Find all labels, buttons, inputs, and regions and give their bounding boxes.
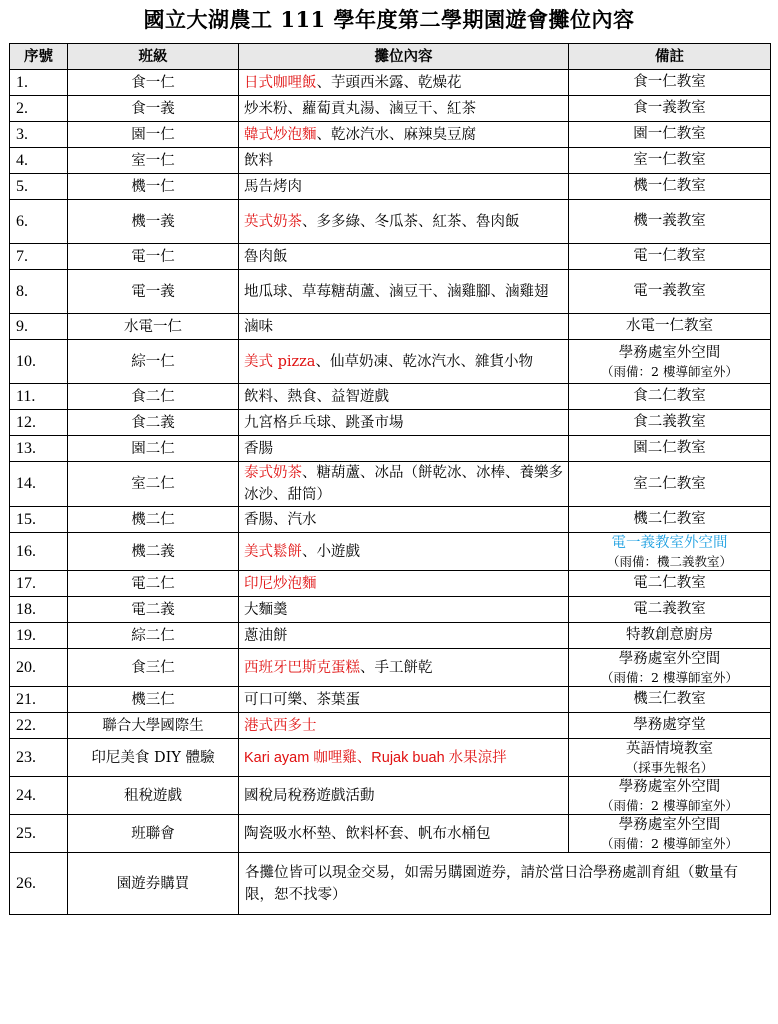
row-note bbox=[569, 244, 771, 270]
highlight-item: 港式西多士 bbox=[244, 717, 317, 734]
table-row bbox=[10, 436, 771, 462]
content-text: 魯肉飯 bbox=[244, 248, 288, 265]
content-text: 、乾冰汽水、麻辣臭豆腐 bbox=[316, 126, 476, 143]
row-note bbox=[569, 70, 771, 96]
row-class: 電二義 bbox=[68, 597, 239, 623]
row-content bbox=[239, 687, 569, 713]
note-location: 英語情境教室 bbox=[626, 740, 713, 757]
row-note bbox=[569, 597, 771, 623]
table-row bbox=[10, 739, 771, 777]
row-number: 19. bbox=[10, 623, 68, 649]
table-row bbox=[10, 713, 771, 739]
row-class: 租稅遊戲 bbox=[68, 777, 239, 815]
row-number: 8. bbox=[10, 270, 68, 314]
row-number: 18. bbox=[10, 597, 68, 623]
row-number: 10. bbox=[10, 340, 68, 384]
content-text: 、仙草奶凍、乾冰汽水、雜貨小物 bbox=[315, 353, 533, 370]
note-location: 機一仁教室 bbox=[633, 178, 706, 194]
row-note bbox=[569, 314, 771, 340]
row-content bbox=[239, 244, 569, 270]
row-note bbox=[569, 571, 771, 597]
booth-table bbox=[9, 43, 771, 915]
header-class: 班級 bbox=[68, 44, 239, 70]
row-number: 21. bbox=[10, 687, 68, 713]
content-text: 、手工餅乾 bbox=[360, 659, 433, 676]
row-content bbox=[239, 436, 569, 462]
content-text: 、糖葫蘆、冰品（餅乾冰、冰棒、養樂多冰沙、甜筒） bbox=[244, 465, 563, 503]
content-text: 香腸、汽水 bbox=[244, 511, 317, 528]
row-content bbox=[239, 462, 569, 507]
table-row bbox=[10, 571, 771, 597]
row-content bbox=[239, 200, 569, 244]
row-content bbox=[239, 314, 569, 340]
row-number: 11. bbox=[10, 384, 68, 410]
table-row bbox=[10, 687, 771, 713]
row-number: 17. bbox=[10, 571, 68, 597]
row-class: 電二仁 bbox=[68, 571, 239, 597]
table-row bbox=[10, 384, 771, 410]
note-location: 學務處穿堂 bbox=[633, 717, 706, 733]
row-class: 園一仁 bbox=[68, 122, 239, 148]
note-location: 食一義教室 bbox=[633, 100, 706, 116]
row-note bbox=[569, 687, 771, 713]
row-note bbox=[569, 815, 771, 853]
note-location: 特教創意廚房 bbox=[626, 627, 713, 643]
highlight-item: 西班牙巴斯克蛋糕 bbox=[244, 659, 360, 676]
note-location: 食一仁教室 bbox=[633, 74, 706, 90]
row-content bbox=[239, 649, 569, 687]
row-content bbox=[239, 148, 569, 174]
table-row bbox=[10, 96, 771, 122]
table-row-coupon bbox=[10, 853, 771, 915]
highlight-item: 印尼炒泡麵 bbox=[244, 575, 317, 592]
row-number: 20. bbox=[10, 649, 68, 687]
row-class: 聯合大學國際生 bbox=[68, 713, 239, 739]
row-content bbox=[239, 410, 569, 436]
content-text: 國稅局稅務遊戲活動 bbox=[244, 787, 375, 804]
row-number: 4. bbox=[10, 148, 68, 174]
content-text: 香腸 bbox=[244, 440, 273, 457]
row-class: 電一義 bbox=[68, 270, 239, 314]
row-note bbox=[569, 122, 771, 148]
table-row bbox=[10, 623, 771, 649]
row-note bbox=[569, 200, 771, 244]
note-location: 園一仁教室 bbox=[633, 126, 706, 142]
row-class: 園二仁 bbox=[68, 436, 239, 462]
row-number: 5. bbox=[10, 174, 68, 200]
row-number: 23. bbox=[10, 739, 68, 777]
row-class: 機一仁 bbox=[68, 174, 239, 200]
table-row bbox=[10, 244, 771, 270]
content-text: 、多多綠、冬瓜茶、紅茶、魯肉飯 bbox=[302, 213, 520, 230]
row-class: 綜一仁 bbox=[68, 340, 239, 384]
note-location: 水電一仁教室 bbox=[626, 318, 713, 334]
note-location: 食二義教室 bbox=[633, 414, 706, 430]
row-number: 2. bbox=[10, 96, 68, 122]
table-row bbox=[10, 777, 771, 815]
row-note bbox=[569, 623, 771, 649]
content-text: 、小遊戲 bbox=[302, 543, 360, 560]
row-content bbox=[239, 597, 569, 623]
table-row bbox=[10, 649, 771, 687]
note-rain-backup: （採事先報名） bbox=[625, 759, 714, 775]
content-text: 飲料、熱食、益智遊戲 bbox=[244, 388, 389, 405]
content-text: 可口可樂、茶葉蛋 bbox=[244, 691, 360, 708]
row-class: 室二仁 bbox=[68, 462, 239, 507]
note-location: 機二仁教室 bbox=[633, 511, 706, 527]
row-note bbox=[569, 533, 771, 571]
row-content bbox=[239, 96, 569, 122]
table-row bbox=[10, 70, 771, 96]
note-rain-backup: （雨備：2 樓導師室外） bbox=[601, 363, 738, 379]
row-class: 室一仁 bbox=[68, 148, 239, 174]
row-content bbox=[239, 777, 569, 815]
row-number: 16. bbox=[10, 533, 68, 571]
row-number: 24. bbox=[10, 777, 68, 815]
row-number: 26. bbox=[10, 853, 68, 915]
row-class: 電一仁 bbox=[68, 244, 239, 270]
note-rain-backup: （雨備：機二義教室） bbox=[606, 553, 732, 569]
row-number: 3. bbox=[10, 122, 68, 148]
row-note bbox=[569, 462, 771, 507]
row-content bbox=[239, 270, 569, 314]
row-class: 園遊券購買 bbox=[68, 853, 239, 915]
table-row bbox=[10, 597, 771, 623]
content-text: 馬告烤肉 bbox=[244, 178, 302, 195]
page-title: 國立大湖農工 111 學年度第二學期園遊會攤位內容 bbox=[143, 7, 635, 32]
row-content bbox=[239, 533, 569, 571]
note-location: 機三仁教室 bbox=[633, 691, 706, 707]
coupon-info: 各攤位皆可以現金交易，如需另購園遊券，請於當日洽學務處訓育組（數量有限，恕不找零） bbox=[239, 853, 771, 915]
table-row bbox=[10, 410, 771, 436]
header-number: 序號 bbox=[10, 44, 68, 70]
row-note bbox=[569, 739, 771, 777]
highlight-item: 韓式炒泡麵 bbox=[244, 126, 317, 143]
row-content bbox=[239, 739, 569, 777]
table-row bbox=[10, 462, 771, 507]
note-location: 學務處室外空間 bbox=[618, 344, 721, 361]
row-note bbox=[569, 436, 771, 462]
row-number: 22. bbox=[10, 713, 68, 739]
row-class: 機二義 bbox=[68, 533, 239, 571]
highlight-item: Kari ayam 咖哩雞、Rujak buah 水果涼拌 bbox=[244, 749, 507, 766]
row-content bbox=[239, 340, 569, 384]
note-rain-backup: （雨備：2 樓導師室外） bbox=[601, 797, 738, 813]
content-text: 蔥油餅 bbox=[244, 627, 288, 644]
table-row bbox=[10, 533, 771, 571]
row-note bbox=[569, 507, 771, 533]
note-location: 學務處室外空間 bbox=[618, 778, 721, 795]
row-class: 食一仁 bbox=[68, 70, 239, 96]
row-number: 12. bbox=[10, 410, 68, 436]
row-content bbox=[239, 122, 569, 148]
note-location: 室二仁教室 bbox=[633, 475, 706, 492]
row-number: 14. bbox=[10, 462, 68, 507]
highlight-item: 英式奶茶 bbox=[244, 213, 302, 230]
row-note bbox=[569, 713, 771, 739]
content-text: 飲料 bbox=[244, 152, 273, 169]
row-class: 食一義 bbox=[68, 96, 239, 122]
highlight-item: 泰式奶茶 bbox=[244, 465, 302, 481]
highlight-item: 美式 pizza bbox=[244, 353, 316, 370]
row-content bbox=[239, 384, 569, 410]
row-number: 1. bbox=[10, 70, 68, 96]
content-text: 九宮格乒乓球、跳蚤市場 bbox=[244, 414, 404, 431]
row-note bbox=[569, 270, 771, 314]
row-class: 綜二仁 bbox=[68, 623, 239, 649]
row-content bbox=[239, 174, 569, 200]
row-content bbox=[239, 713, 569, 739]
content-text: 炒米粉、蘿蔔貢丸湯、滷豆干、紅茶 bbox=[244, 100, 476, 117]
note-location: 電一仁教室 bbox=[633, 248, 706, 264]
row-class: 機二仁 bbox=[68, 507, 239, 533]
row-number: 25. bbox=[10, 815, 68, 853]
table-body bbox=[10, 70, 771, 915]
row-content bbox=[239, 623, 569, 649]
content-text: 滷味 bbox=[244, 318, 273, 335]
note-location: 電二仁教室 bbox=[633, 575, 706, 591]
row-content bbox=[239, 815, 569, 853]
row-number: 15. bbox=[10, 507, 68, 533]
note-rain-backup: （雨備：2 樓導師室外） bbox=[601, 835, 738, 851]
row-class: 機三仁 bbox=[68, 687, 239, 713]
note-location: 學務處室外空間 bbox=[618, 650, 721, 667]
row-note bbox=[569, 384, 771, 410]
row-note bbox=[569, 410, 771, 436]
table-row bbox=[10, 122, 771, 148]
row-class: 班聯會 bbox=[68, 815, 239, 853]
row-number: 13. bbox=[10, 436, 68, 462]
row-content bbox=[239, 507, 569, 533]
row-class: 水電一仁 bbox=[68, 314, 239, 340]
row-content bbox=[239, 571, 569, 597]
row-number: 7. bbox=[10, 244, 68, 270]
note-location: 學務處室外空間 bbox=[618, 816, 721, 833]
content-text: 大麵羹 bbox=[244, 601, 288, 618]
row-note bbox=[569, 340, 771, 384]
highlight-item: 日式咖哩飯 bbox=[244, 74, 317, 91]
row-class: 食三仁 bbox=[68, 649, 239, 687]
row-number: 6. bbox=[10, 200, 68, 244]
table-header-row bbox=[10, 44, 771, 70]
note-location: 園二仁教室 bbox=[633, 440, 706, 456]
note-location: 室一仁教室 bbox=[633, 152, 706, 168]
note-location: 電一義教室 bbox=[633, 283, 706, 299]
content-text: 地瓜球、草莓糖葫蘆、滷豆干、滷雞腳、滷雞翅 bbox=[244, 283, 549, 300]
header-note: 備註 bbox=[569, 44, 771, 70]
note-location: 食二仁教室 bbox=[633, 388, 706, 404]
content-text: 陶瓷吸水杯墊、飲料杯套、帆布水桶包 bbox=[244, 825, 491, 842]
row-note bbox=[569, 649, 771, 687]
row-note bbox=[569, 777, 771, 815]
table-row bbox=[10, 270, 771, 314]
table-row bbox=[10, 815, 771, 853]
note-location: 電二義教室 bbox=[633, 601, 706, 617]
row-note bbox=[569, 148, 771, 174]
row-content bbox=[239, 70, 569, 96]
table-row bbox=[10, 174, 771, 200]
header-content: 攤位內容 bbox=[239, 44, 569, 70]
row-note bbox=[569, 174, 771, 200]
table-row bbox=[10, 340, 771, 384]
note-location: 機一義教室 bbox=[633, 213, 706, 229]
table-row bbox=[10, 148, 771, 174]
highlight-item: 美式鬆餅 bbox=[244, 543, 302, 560]
row-class: 印尼美食 DIY 體驗 bbox=[68, 739, 239, 777]
note-location: 電一義教室外空間 bbox=[611, 534, 728, 551]
table-row bbox=[10, 507, 771, 533]
row-class: 機一義 bbox=[68, 200, 239, 244]
row-class: 食二義 bbox=[68, 410, 239, 436]
content-text: 、芋頭西米露、乾燥花 bbox=[316, 74, 462, 91]
row-note bbox=[569, 96, 771, 122]
table-row bbox=[10, 314, 771, 340]
row-number: 9. bbox=[10, 314, 68, 340]
table-row bbox=[10, 200, 771, 244]
note-rain-backup: （雨備：2 樓導師室外） bbox=[601, 669, 738, 685]
row-class: 食二仁 bbox=[68, 384, 239, 410]
